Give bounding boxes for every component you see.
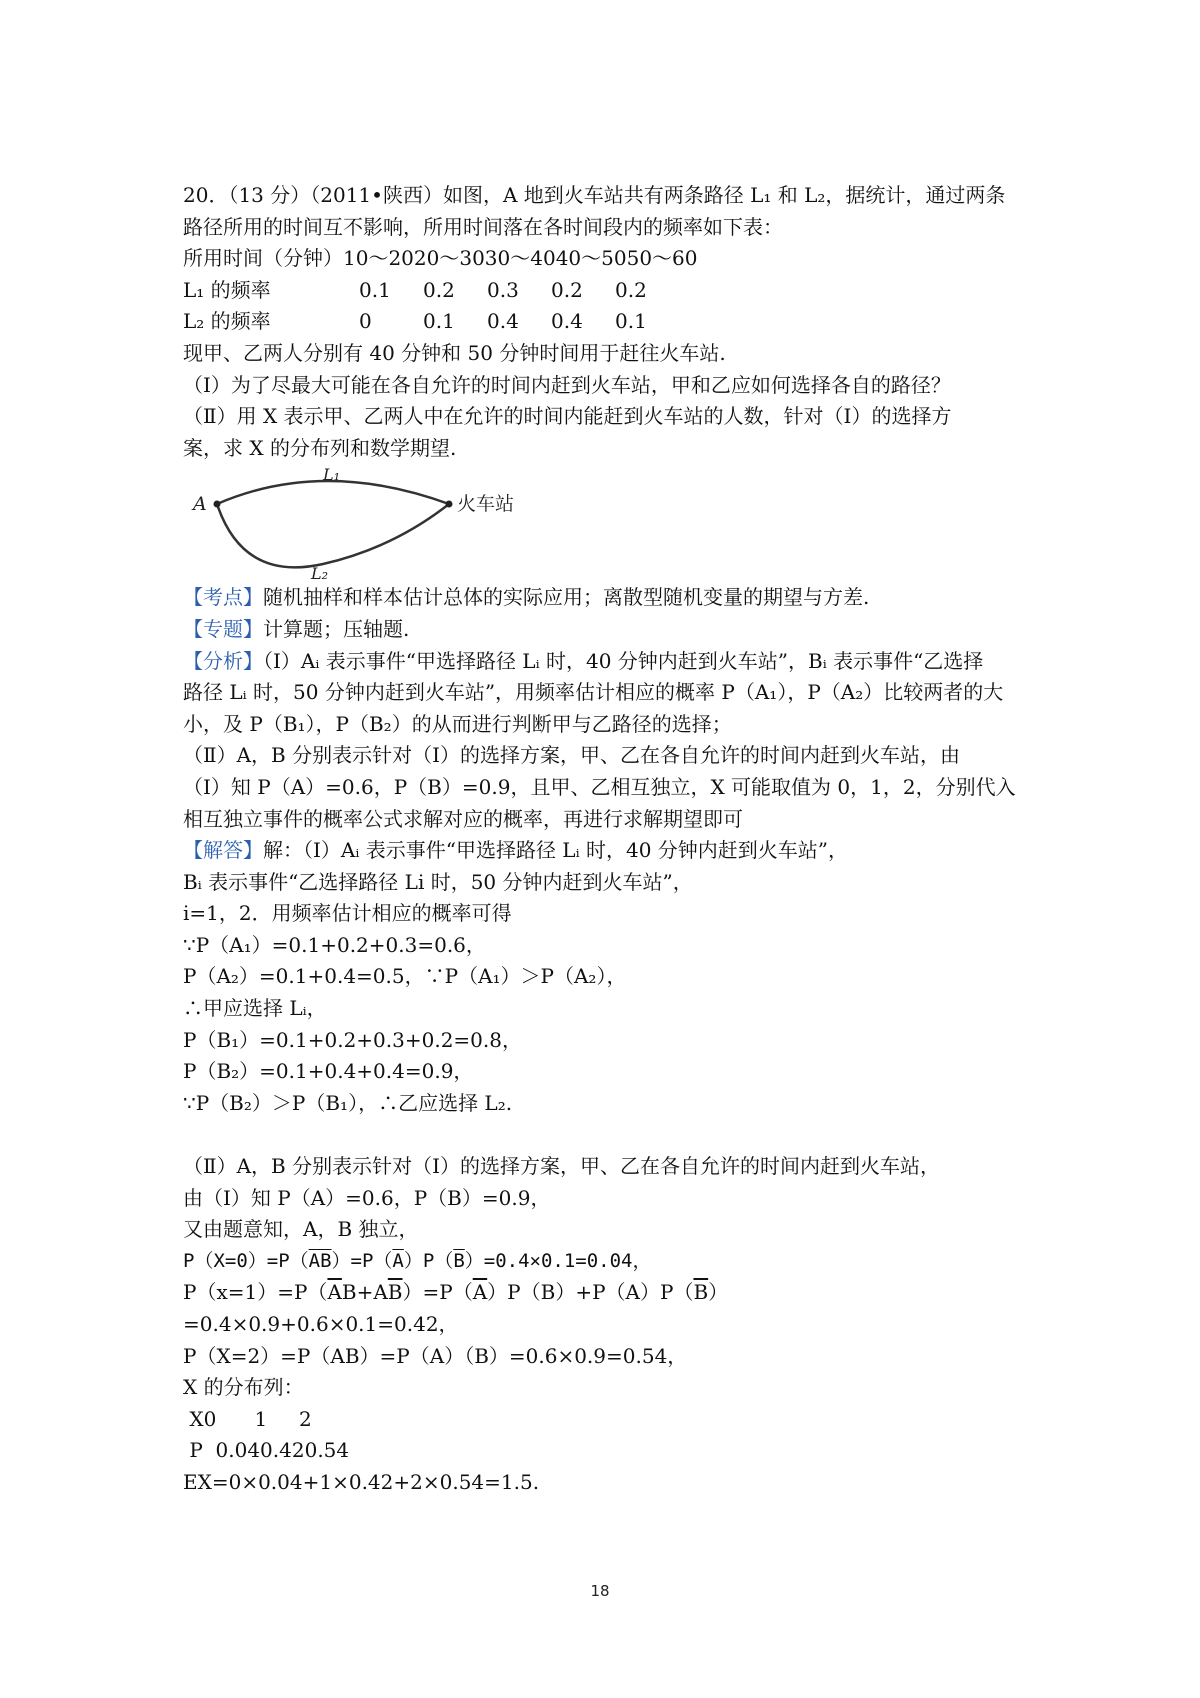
path-l1-curve (217, 481, 449, 504)
jieda-line: 又由题意知，A，B 独立， (183, 1217, 419, 1242)
point-a-label: A (193, 493, 207, 516)
table-row-label: L₁ 的频率 (183, 277, 271, 302)
formula-part: B+A (341, 1280, 388, 1305)
jieda-line: X 的分布列： (183, 1375, 304, 1400)
table-cell: 0.1 (615, 309, 647, 334)
page-number: 18 (590, 1582, 610, 1600)
jieda-line: ∴甲应选择 Lᵢ， (183, 996, 327, 1021)
table-cell: 0.2 (615, 277, 647, 302)
table-header: 所用时间（分钟）10～2020～3030～4040～5050～60 (183, 246, 698, 271)
problem-line: 路径所用的时间互不影响，所用时间落在各时间段内的频率如下表： (183, 214, 783, 239)
question-1: （Ⅰ）为了尽最大可能在各自允许的时间内赶到火车站，甲和乙应如何选择各自的路径？ (183, 372, 951, 397)
path-l2-label: L₂ (311, 564, 329, 583)
formula-part: $\overline{AB}$ (308, 1249, 332, 1272)
formula-part: $\overline{B}$ (693, 1280, 709, 1305)
blank-line (183, 1119, 1033, 1151)
path-l1-label: L₁ (323, 465, 341, 485)
fenxi-line: （Ⅱ）A，B 分别表示针对（Ⅰ）的选择方案，甲、乙在各自允许的时间内赶到火车站，由 (183, 743, 960, 768)
table-cell: 0.2 (551, 277, 583, 302)
table-cell: 0.1 (423, 309, 455, 334)
question-2: 案，求 X 的分布列和数学期望. (183, 435, 457, 460)
formula-part: P（x=1）=P（ (183, 1280, 328, 1305)
point-a-dot (214, 501, 221, 508)
formula-part: ）=P（ (402, 1280, 473, 1305)
question-2: （Ⅱ）用 X 表示甲、乙两人中在允许的时间内能赶到火车站的人数，针对（Ⅰ）的选择方 (183, 404, 952, 429)
table-row (183, 306, 1033, 338)
formula-part: $\overline{B}$ (453, 1249, 465, 1272)
jieda-line: Bᵢ 表示事件“乙选择路径 Li 时，50 分钟内赶到火车站”， (183, 869, 693, 894)
kaodian-line (183, 582, 1033, 614)
jieda-text: 解：（Ⅰ）Aᵢ 表示事件“甲选择路径 Lᵢ 时，40 分钟内赶到火车站”， (263, 838, 848, 863)
formula-part: ） (708, 1280, 729, 1305)
jieda-line: =0.4×0.9+0.6×0.1=0.42， (183, 1312, 459, 1336)
document-body (183, 180, 1033, 1499)
fenxi-tag: 【分析】 (183, 648, 263, 673)
station-label: 火车站 (457, 493, 515, 516)
formula-part: $\overline{A}$ (472, 1280, 488, 1305)
route-diagram (183, 464, 1033, 582)
fenxi-line (183, 646, 1033, 678)
jieda-line: P（A₂）=0.1+0.4=0.5，∵P（A₁）＞P（A₂）， (183, 964, 627, 989)
jieda-line: i=1，2．用频率估计相应的概率可得 (183, 901, 512, 926)
table-cell: 0 (359, 309, 372, 334)
table-cell: 0.3 (487, 277, 519, 302)
station-dot (446, 501, 453, 508)
formula-part: $\overline{B}$ (387, 1280, 403, 1305)
fenxi-line: 小，及 P（B₁），P（B₂）的从而进行判断甲与乙路径的选择； (183, 711, 732, 736)
jieda-line: 由（Ⅰ）知 P（A）=0.6，P（B）=0.9， (183, 1185, 551, 1210)
formula-x1 (183, 1277, 1033, 1309)
fenxi-line: （I）知 P（A）=0.6，P（B）=0.9，且甲、乙相互独立，X 可能取值为 0，1，2，分别代入 (183, 774, 1016, 799)
formula-part: ）P（B）+P（A）P（ (487, 1280, 694, 1305)
formula-part: $\overline{A}$ (327, 1280, 342, 1305)
table-cell: 0.4 (487, 309, 519, 334)
expectation-line: EX=0×0.04+1×0.42+2×0.54=1.5. (183, 1469, 540, 1494)
distribution-row-x: X0 1 2 (183, 1406, 312, 1431)
jieda-line: P（X=2）=P（AB）=P（A）（B）=0.6×0.9=0.54， (183, 1343, 688, 1368)
formula-part: ）P（ (403, 1249, 454, 1272)
route-diagram-svg (183, 464, 543, 582)
table-cell: 0.4 (551, 309, 583, 334)
jieda-line (183, 835, 1033, 867)
formula-part: ）=P（ (331, 1249, 393, 1272)
problem-line: 现甲、乙两人分别有 40 分钟和 50 分钟时间用于赶往火车站. (183, 340, 726, 365)
formula-part: ）=0.4×0.1=0.04， (464, 1249, 652, 1272)
kaodian-tag: 【考点】 (183, 585, 263, 610)
jieda-line: （Ⅱ）A，B 分别表示针对（Ⅰ）的选择方案，甲、乙在各自允许的时间内赶到火车站， (183, 1154, 940, 1179)
table-cell: 0.1 (359, 277, 391, 302)
zhuanti-line (183, 614, 1033, 646)
formula-part: P（X=0）=P（ (183, 1249, 309, 1272)
kaodian-text: 随机抽样和样本估计总体的实际应用；离散型随机变量的期望与方差. (263, 585, 870, 610)
jieda-line: P（B₁）=0.1+0.2+0.3+0.2=0.8， (183, 1027, 522, 1052)
distribution-row-p: P 0.040.420.54 (183, 1438, 350, 1463)
problem-line: 20．（13 分）（2011•陕西）如图，A 地到火车站共有两条路径 L₁ 和 L₂，据统计，通过两条 (183, 183, 1006, 207)
fenxi-line: 路径 Lᵢ 时，50 分钟内赶到火车站”，用频率估计相应的概率 P（A₁），P（A₂）比较两者的大 (183, 680, 1004, 705)
zhuanti-tag: 【专题】 (183, 616, 263, 641)
path-l2-curve (217, 504, 449, 567)
fenxi-text: （Ⅰ）Aᵢ 表示事件“甲选择路径 Lᵢ 时，40 分钟内赶到火车站”，Bᵢ 表示事件“乙选择 (263, 648, 984, 673)
zhuanti-text: 计算题；压轴题. (263, 616, 410, 641)
table-row (183, 275, 1033, 307)
jieda-line: ∵P（B₂）＞P（B₁），∴乙应选择 L₂. (183, 1090, 513, 1115)
jieda-line: ∵P（A₁）=0.1+0.2+0.3=0.6， (183, 932, 486, 957)
formula-part: $\overline{A}$ (392, 1249, 404, 1272)
jieda-tag: 【解答】 (183, 838, 263, 863)
table-cell: 0.2 (423, 277, 455, 302)
formula-x0 (183, 1246, 1033, 1278)
jieda-line: P（B₂）=0.1+0.4+0.4=0.9， (183, 1059, 474, 1084)
table-row-label: L₂ 的频率 (183, 309, 271, 334)
fenxi-line: 相互独立事件的概率公式求解对应的概率，再进行求解期望即可 (183, 806, 743, 831)
